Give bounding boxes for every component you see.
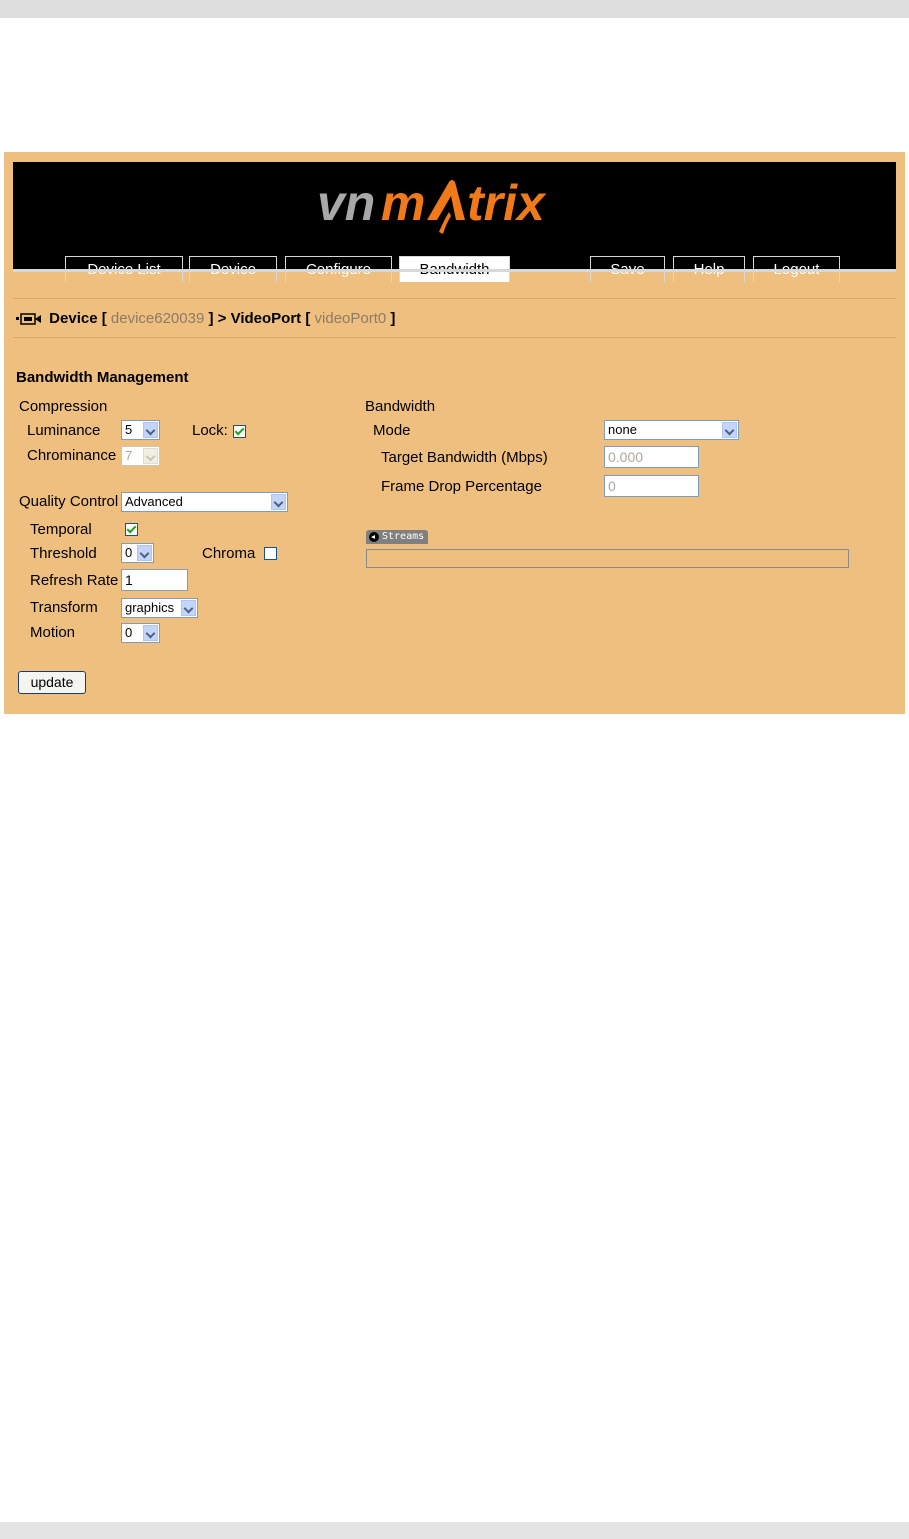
temporal-checkbox[interactable] xyxy=(125,523,138,536)
header-bar xyxy=(13,162,896,272)
streams-panel xyxy=(366,549,849,568)
frame-drop-label: Frame Drop Percentage xyxy=(381,478,542,495)
frame-drop-input[interactable]: 0 xyxy=(604,475,699,497)
app-window xyxy=(4,152,905,714)
breadcrumb-open-bracket: [ xyxy=(305,310,311,327)
target-bandwidth-label: Target Bandwidth (Mbps) xyxy=(381,449,548,466)
chroma-label: Chroma xyxy=(202,545,256,562)
breadcrumb-port-label: VideoPort xyxy=(230,310,302,327)
chevron-down-icon xyxy=(143,422,158,438)
motion-value: 0 xyxy=(125,625,133,640)
update-button[interactable]: update xyxy=(18,671,86,694)
refresh-rate-input[interactable]: 1 xyxy=(121,569,188,591)
section-title: Bandwidth Management xyxy=(16,369,189,386)
luminance-label: Luminance xyxy=(27,422,101,439)
breadcrumb-device-name[interactable]: device620039 xyxy=(110,310,205,327)
streams-tab-label: Streams xyxy=(382,531,425,542)
lock-checkbox[interactable] xyxy=(233,425,246,438)
temporal-label: Temporal xyxy=(30,521,92,538)
bandwidth-heading: Bandwidth xyxy=(365,398,436,415)
breadcrumb-device-label: Device xyxy=(49,310,98,327)
header-divider xyxy=(13,269,896,272)
transform-label: Transform xyxy=(30,599,98,616)
back-arrow-icon xyxy=(369,532,379,542)
mode-select[interactable] xyxy=(604,420,739,440)
mode-label: Mode xyxy=(373,422,411,439)
breadcrumb-close-bracket: ] xyxy=(208,310,214,327)
target-bandwidth-input[interactable]: 0.000 xyxy=(604,446,699,468)
mode-value: none xyxy=(608,422,637,437)
breadcrumb-open-bracket: [ xyxy=(101,310,107,327)
svg-text:trix: trix xyxy=(467,176,545,231)
chroma-checkbox[interactable] xyxy=(264,547,277,560)
breadcrumb-separator: > xyxy=(217,310,227,327)
luminance-value: 5 xyxy=(125,422,133,437)
page-bottom-band xyxy=(0,1522,909,1539)
chrominance-value: 7 xyxy=(125,448,133,463)
breadcrumb-top-divider xyxy=(13,298,896,299)
motion-label: Motion xyxy=(30,624,76,641)
svg-text:vn: vn xyxy=(317,176,376,231)
chevron-down-icon xyxy=(181,600,196,616)
compression-heading: Compression xyxy=(19,398,108,415)
refresh-rate-label: Refresh Rate xyxy=(30,572,119,589)
breadcrumb xyxy=(16,310,395,327)
breadcrumb-close-bracket: ] xyxy=(390,310,396,327)
breadcrumb-port-name[interactable]: videoPort0 xyxy=(314,310,387,327)
page-top-band xyxy=(0,0,909,18)
threshold-label: Threshold xyxy=(30,545,97,562)
lock-label: Lock: xyxy=(192,422,228,439)
luminance-select[interactable] xyxy=(121,420,160,440)
threshold-select[interactable] xyxy=(121,543,154,563)
chevron-down-icon xyxy=(143,448,158,464)
transform-value: graphics xyxy=(125,600,175,615)
quality-control-select[interactable] xyxy=(121,492,288,512)
quality-control-value: Advanced xyxy=(125,494,183,509)
motion-select[interactable] xyxy=(121,623,160,643)
threshold-value: 0 xyxy=(125,545,133,560)
svg-text:m: m xyxy=(381,176,426,231)
chevron-down-icon xyxy=(271,494,286,510)
chevron-down-icon xyxy=(143,625,158,641)
vnmatrix-logo xyxy=(315,176,595,236)
chevron-down-icon xyxy=(722,422,737,438)
quality-control-label: Quality Control xyxy=(19,493,119,510)
breadcrumb-bottom-divider xyxy=(13,337,896,338)
video-port-icon xyxy=(16,313,42,325)
chrominance-label: Chrominance xyxy=(27,447,117,464)
chrominance-select[interactable] xyxy=(121,446,160,466)
transform-select[interactable] xyxy=(121,598,198,618)
streams-tab[interactable] xyxy=(366,530,428,544)
chevron-down-icon xyxy=(137,545,152,561)
